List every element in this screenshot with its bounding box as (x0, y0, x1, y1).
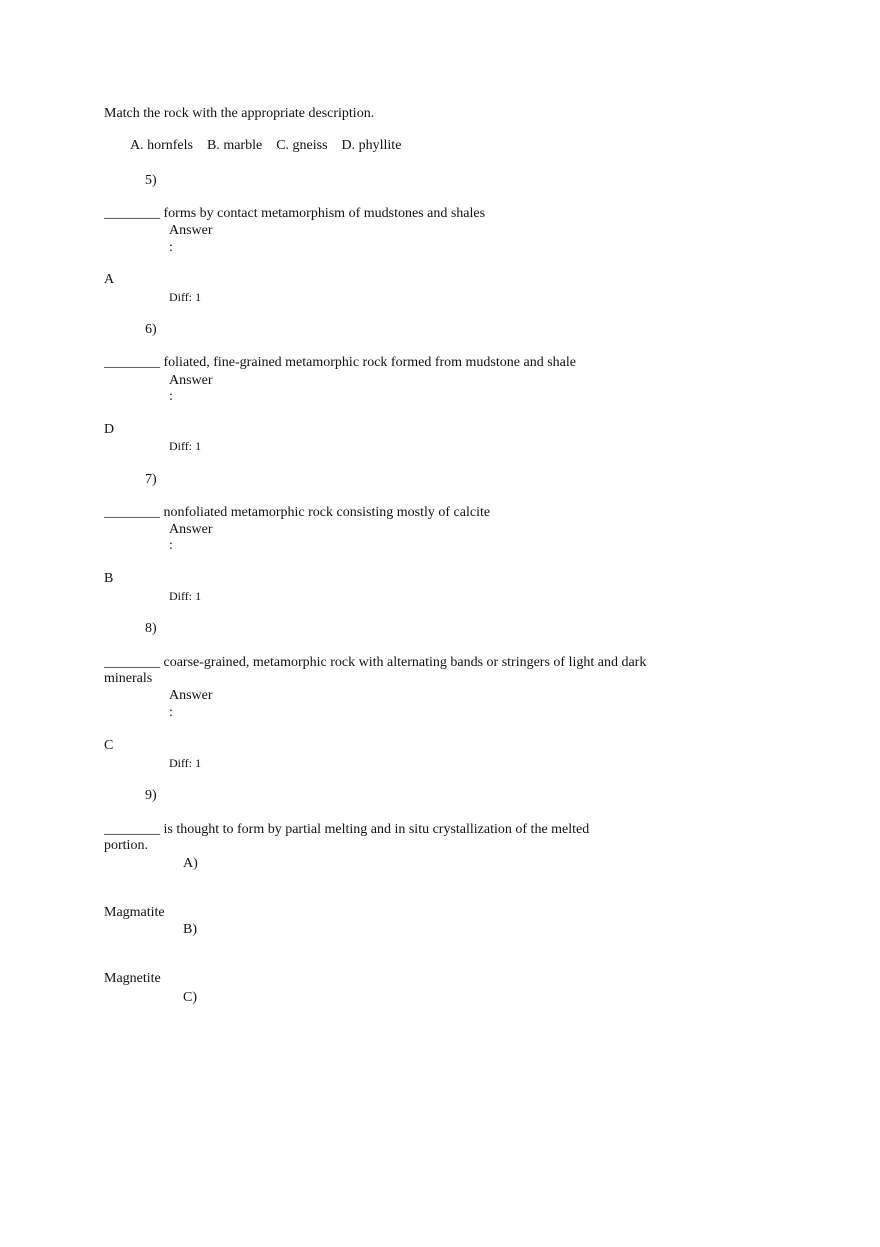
answer-label: Answer (169, 373, 213, 388)
option-letter: C) (183, 990, 197, 1005)
question-number: 5) (145, 173, 157, 188)
instructions: Match the rock with the appropriate description. (104, 106, 375, 121)
question-number: 6) (145, 322, 157, 337)
option-text: Magnetite (104, 971, 161, 986)
question-text: ________ forms by contact metamorphism of mudstones and shales (104, 206, 486, 221)
question-text: ________ coarse-grained, metamorphic rock with alternating bands or stringers of light and dark minerals (104, 655, 647, 686)
difficulty: Diff: 1 (169, 756, 202, 770)
answer-value: A (104, 272, 115, 287)
option-letter: A) (183, 856, 198, 871)
question-number: 9) (145, 788, 157, 803)
answer-label: Answer (169, 688, 213, 703)
difficulty: Diff: 1 (169, 439, 202, 453)
answer-colon: : (169, 538, 173, 553)
answer-label: Answer (169, 223, 213, 238)
answer-label: Answer (169, 522, 213, 537)
answer-colon: : (169, 705, 173, 720)
option-letter: B) (183, 922, 197, 937)
question-number: 7) (145, 472, 157, 487)
answer-value: D (104, 422, 115, 437)
choice-list: A. hornfels B. marble C. gneiss D. phyllite (130, 138, 402, 153)
answer-value: C (104, 738, 114, 753)
difficulty: Diff: 1 (169, 589, 202, 603)
answer-colon: : (169, 389, 173, 404)
question-text: ________ nonfoliated metamorphic rock consisting mostly of calcite (104, 505, 491, 520)
difficulty: Diff: 1 (169, 290, 202, 304)
question-text: ________ is thought to form by partial melting and in situ crystallization of the melted portion. (104, 822, 590, 853)
question-number: 8) (145, 621, 157, 636)
answer-value: B (104, 571, 114, 586)
question-text: ________ foliated, fine-grained metamorphic rock formed from mudstone and shale (104, 355, 576, 370)
answer-colon: : (169, 240, 173, 255)
option-text: Magmatite (104, 905, 165, 920)
